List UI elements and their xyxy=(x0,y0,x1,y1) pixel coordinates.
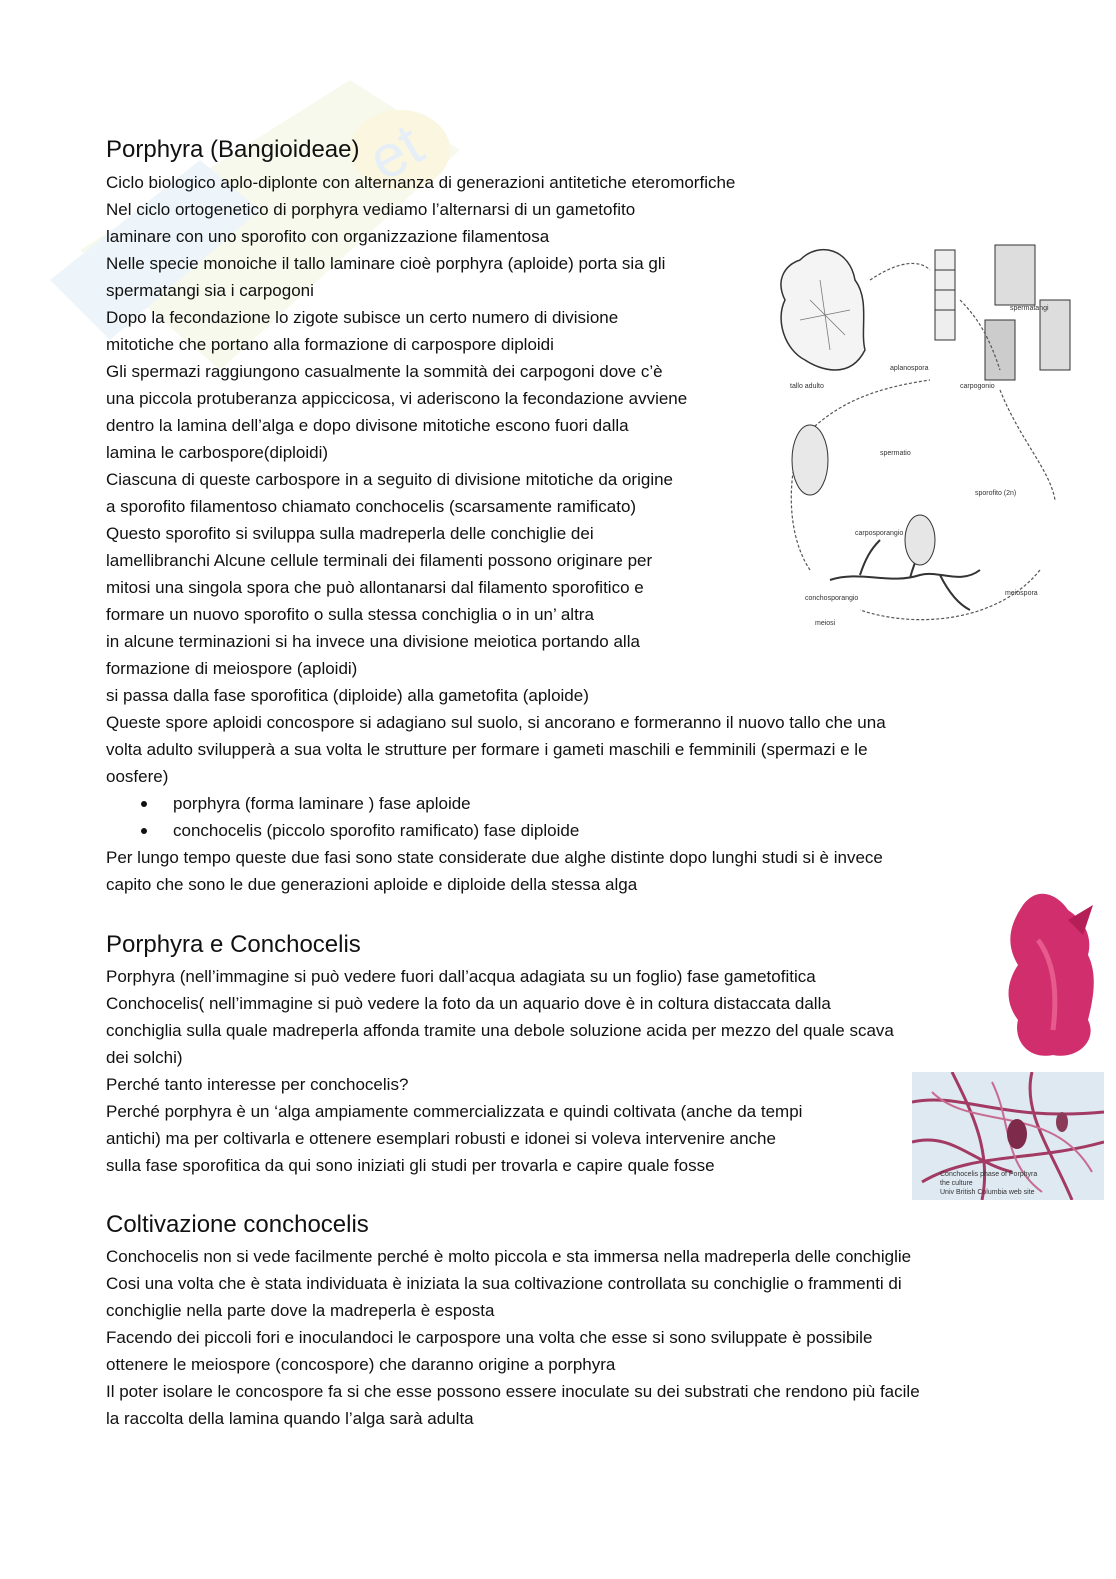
body-text-line: Cosi una volta che è stata individuata è iniziata la sua coltivazione controllata su conchiglie o frammenti di xyxy=(106,1274,902,1293)
body-text-line: Ciascuna di queste carbospore in a seguito di divisione mitotiche da origine xyxy=(106,470,674,489)
bullet-item: porphyra (forma laminare ) fase aploide xyxy=(173,794,471,813)
bullet-item: conchocelis (piccolo sporofito ramificato) fase diploide xyxy=(173,821,580,840)
section-title-porphyra: Porphyra (Bangioideae) xyxy=(106,136,360,163)
body-text-line: dentro la lamina dell’alga e dopo divisone mitotiche escono fuori dalla xyxy=(106,416,629,435)
body-text-line: laminare con uno sporofito con organizzazione filamentosa xyxy=(106,227,550,246)
body-text-line: Conchocelis non si vede facilmente perché è molto piccola e sta immersa nella madreperla delle conchiglie xyxy=(106,1247,912,1266)
body-text-line: ottenere le meiospore (concospore) che daranno origine a porphyra xyxy=(106,1355,616,1374)
watermark-text: et xyxy=(357,110,434,194)
body-text-line: capito che sono le due generazioni aploide e diploide della stessa alga xyxy=(106,875,638,894)
body-text-line: a sporofito filamentoso chiamato conchocelis (scarsamente ramificato) xyxy=(106,497,637,516)
body-text-line: Il poter isolare le concospore fa si che esse possono essere inoculate su dei substrati che rendono più facile xyxy=(106,1382,920,1401)
bullet-icon xyxy=(141,801,147,807)
body-text-line: si passa dalla fase sporofitica (diploide) alla gametofita (aploide) xyxy=(106,686,589,705)
svg-text:carposporangio: carposporangio xyxy=(855,530,904,537)
svg-text:meiospora: meiospora xyxy=(1005,590,1038,597)
body-text-line: Nel ciclo ortogenetico di porphyra vediamo l’alternarsi di un gametofito xyxy=(106,200,636,219)
filament-cells-3 xyxy=(985,320,1015,380)
body-text-line: in alcune terminazioni si ha invece una divisione meiotica portando alla xyxy=(106,632,640,651)
filament-cells-1 xyxy=(935,250,955,340)
svg-text:meiosi: meiosi xyxy=(815,620,836,627)
filament-cells-2 xyxy=(995,245,1035,305)
life-cycle-diagram xyxy=(770,240,1080,640)
body-text-line: mitosi una singola spora che può allontanarsi dal filamento sporofitico e xyxy=(106,578,644,597)
svg-text:aplanospora: aplanospora xyxy=(890,365,929,372)
carposporangium xyxy=(905,515,935,565)
body-text-line: Conchocelis( nell’immagine si può vedere la foto da un aquario dove è in coltura distaccata dalla xyxy=(106,994,831,1013)
sporangium xyxy=(792,425,828,495)
body-text-line: Porphyra (nell’immagine si può vedere fuori dall’acqua adagiata su un foglio) fase gametofitica xyxy=(106,967,816,986)
porphyra-photo xyxy=(998,880,1104,1065)
body-text-line: sulla fase sporofitica da qui sono iniziati gli studi per trovarla e capire quale fosse xyxy=(106,1156,715,1175)
body-text-line: Per lungo tempo queste due fasi sono state considerate due alghe distinte dopo lunghi studi si è invece xyxy=(106,848,883,867)
body-text-line: una piccola protuberanza appiccicosa, vi aderiscono la fecondazione avviene xyxy=(106,389,688,408)
body-text-line: antichi) ma per coltivarla e ottenere esemplari robusti e idonei si voleva intervenire anche xyxy=(106,1129,776,1148)
svg-text:tallo adulto: tallo adulto xyxy=(790,383,824,390)
body-text-line: lamellibranchi Alcune cellule terminali dei filamenti possono originare per xyxy=(106,551,653,570)
body-text-line: oosfere) xyxy=(106,767,169,786)
body-text-line: Ciclo biologico aplo-diplonte con alternanza di generazioni antitetiche eteromorfiche xyxy=(106,173,736,192)
bullet-icon xyxy=(141,828,147,834)
svg-text:conchosporangio: conchosporangio xyxy=(805,595,859,602)
svg-text:carpogonio: carpogonio xyxy=(960,383,995,390)
body-text-line: conchiglia sulla quale madreperla affonda tramite una debole soluzione acida per mezzo del quale scava xyxy=(106,1021,894,1040)
svg-text:spermatio: spermatio xyxy=(880,450,911,457)
svg-text:the culture: the culture xyxy=(940,1180,973,1187)
svg-text:spermatangi: spermatangi xyxy=(1010,305,1049,312)
body-text-line: dei solchi) xyxy=(106,1048,183,1067)
body-text-line: Facendo dei piccoli fori e inoculandoci le carpospore una volta che esse si sono sviluppate è possibile xyxy=(106,1328,873,1347)
body-text-line: Dopo la fecondazione lo zigote subisce un certo numero di divisione xyxy=(106,308,619,327)
body-text-line: formare un nuovo sporofito o sulla stessa conchiglia o in un’ altra xyxy=(106,605,594,624)
section-title-porphyra-conchocelis: Porphyra e Conchocelis xyxy=(106,931,361,958)
body-text-line: Questo sporofito si sviluppa sulla madreperla delle conchiglie dei xyxy=(106,524,594,543)
svg-text:Conchocelis phase of Porphyra: Conchocelis phase of Porphyra xyxy=(940,1171,1038,1178)
body-text-line: Perché tanto interesse per conchocelis? xyxy=(106,1075,409,1094)
svg-text:Univ British Columbia web site: Univ British Columbia web site xyxy=(940,1189,1035,1196)
body-text-line: conchiglie nella parte dove la madreperla è esposta xyxy=(106,1301,495,1320)
body-text-line: lamina le carbospore(diploidi) xyxy=(106,443,329,462)
body-text-line: Gli spermazi raggiungono casualmente la sommità dei carpogoni dove c’è xyxy=(106,362,663,381)
body-text-line: la raccolta della lamina quando l’alga sarà adulta xyxy=(106,1409,474,1428)
body-text-line: mitotiche che portano alla formazione di carpospore diploidi xyxy=(106,335,554,354)
conchocelis-photo xyxy=(912,1072,1104,1200)
body-text-line: Perché porphyra è un ‘alga ampiamente commercializzata e quindi coltivata (anche da tempi xyxy=(106,1102,803,1121)
body-text-line: Queste spore aploidi concospore si adagiano sul suolo, si ancorano e formeranno il nuovo tallo che una xyxy=(106,713,886,732)
body-text-line: Nelle specie monoiche il tallo laminare cioè porphyra (aploide) porta sia gli xyxy=(106,254,666,273)
section-title-coltivazione: Coltivazione conchocelis xyxy=(106,1211,369,1238)
svg-text:sporofito (2n): sporofito (2n) xyxy=(975,490,1017,497)
body-text-line: spermatangi sia i carpogoni xyxy=(106,281,314,300)
body-text-line: formazione di meiospore (aploidi) xyxy=(106,659,358,678)
body-text-line: volta adulto svilupperà a sua volta le strutture per formare i gameti maschili e femminili (spermazi e le xyxy=(106,740,868,759)
